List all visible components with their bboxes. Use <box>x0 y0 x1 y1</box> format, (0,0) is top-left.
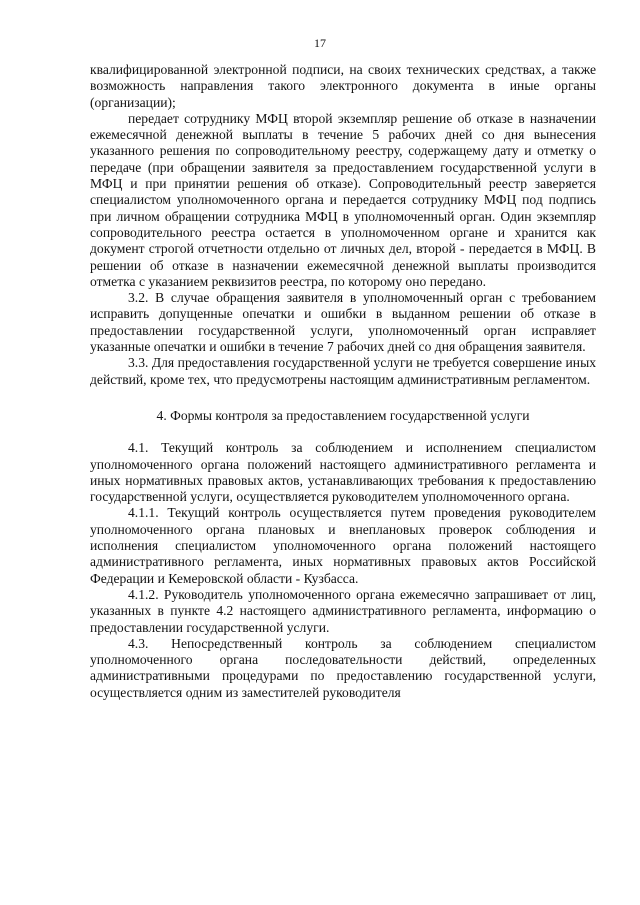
page-number: 17 <box>314 36 326 50</box>
document-body <box>90 62 596 701</box>
paragraph-4-1-1: 4.1.1. Текущий контроль осуществляется путем проведения руководителем уполномоченного органа плановых и внеплановых проверок соблюдения и исполнения специалистом уполномоченного органа положений настоящего административного регламента, иных нормативных правовых актов Российской Федерации и Кемеровской области - Кузбасса. <box>90 505 596 586</box>
paragraph-continuation: квалифицированной электронной подписи, на своих технических средствах, а также возможность направления такого электронного документа в иные органы (организации); <box>90 62 596 110</box>
paragraph-4-3: 4.3. Непосредственный контроль за соблюдением специалистом уполномоченного органа последовательности действий, определенных административными процедурами по предоставлению государственной услуги, осуществляется одним из заместителей руководителя <box>90 635 596 700</box>
paragraph-4-1: 4.1. Текущий контроль за соблюдением и исполнением специалистом уполномоченного органа положений настоящего административного регламента и иных нормативных правовых актов, устанавливающих требования к предоставлению государственной услуги, осуществляется руководителем уполномоченного органа. <box>90 440 596 505</box>
paragraph-3-3: 3.3. Для предоставления государственной услуги не требуется совершение иных действий, кроме тех, что предусмотрены настоящим административным регламентом. <box>90 355 596 387</box>
paragraph-4-1-2: 4.1.2. Руководитель уполномоченного органа ежемесячно запрашивает от лиц, указанных в пункте 4.2 настоящего административного регламента, информацию о предоставлении государственной услуги. <box>90 586 596 635</box>
paragraph-mfc-transfer: передает сотруднику МФЦ второй экземпляр решение об отказе в назначении ежемесячной денежной выплаты в течение 5 рабочих дней со дня вынесения указанного решения по сопроводительному реестру, содержащему дату и отметку о передаче (при обращении заявителя за предоставлением государственной услуги в МФЦ и при принятии решения об отказе). Сопроводительный реестр заверяется специалистом уполномоченного органа и передается сотруднику МФЦ под подпись при личном обращении сотрудника МФЦ в уполномоченный орган. Один экземпляр сопроводительного реестра остается в уполномоченном органе и хранится как документ строгой отчетности отдельно от личных дел, второй - передается в МФЦ. В решении об отказе в назначении ежемесячной денежной выплаты производится отметка с указанием реквизитов реестра, по которому оно передано. <box>90 110 596 289</box>
paragraph-3-2: 3.2. В случае обращения заявителя в уполномоченный орган с требованием исправить допущенные опечатки и ошибки в выданном решении об отказе в предоставлении государственной услуги, уполномоченный орган исправляет указанные опечатки и ошибки в течение 7 рабочих дней со дня обращения заявителя. <box>90 290 596 355</box>
section-heading: 4. Формы контроля за предоставлением государственной услуги <box>156 407 530 423</box>
